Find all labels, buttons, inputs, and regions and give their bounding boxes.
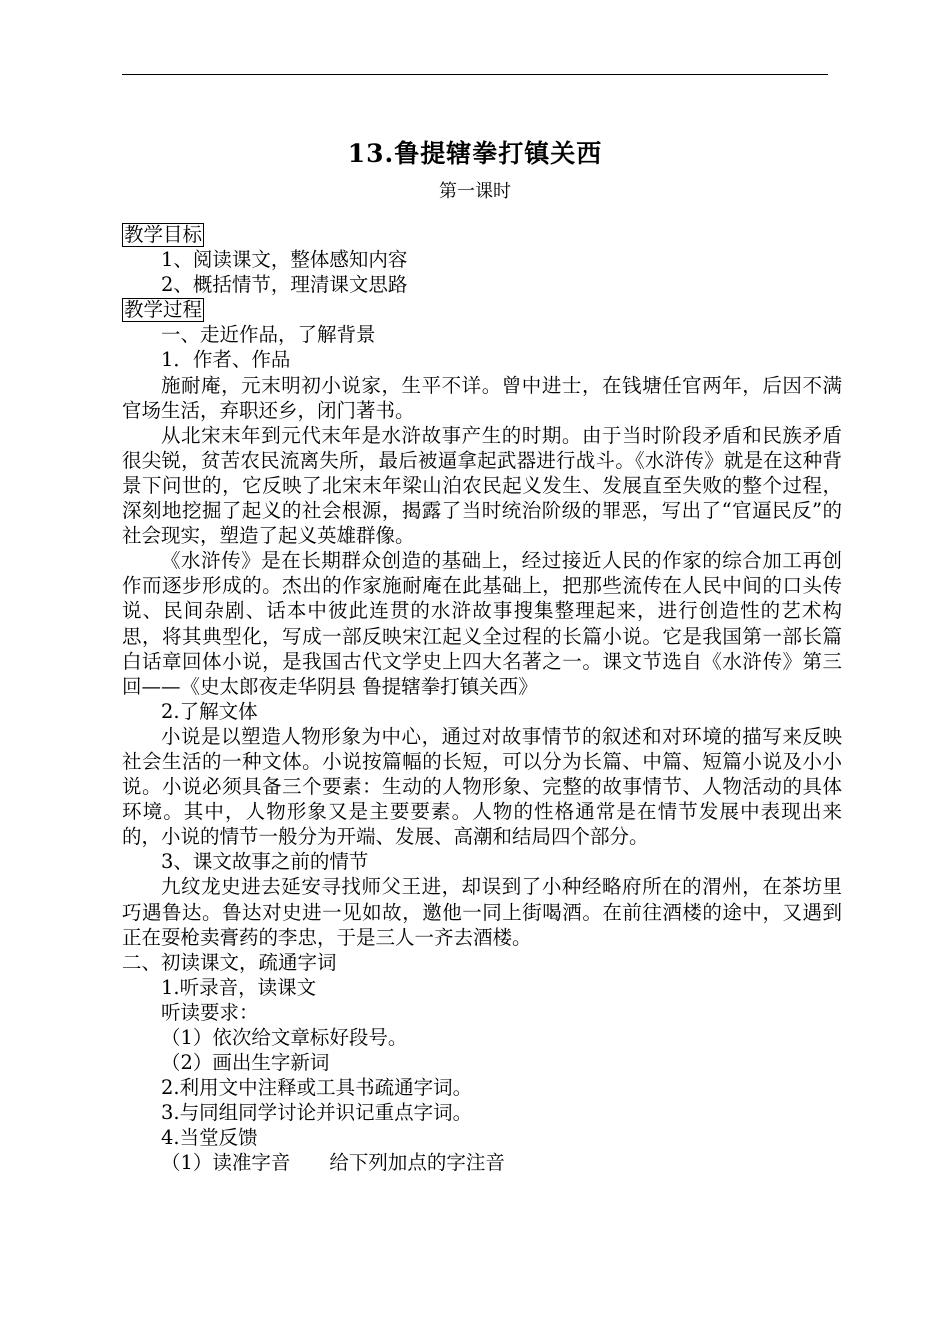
process-label: 教学过程 bbox=[124, 298, 203, 322]
section-heading: 二、初读课文，疏通字词 bbox=[122, 950, 337, 974]
objectives-label: 教学目标 bbox=[124, 223, 203, 246]
step-subitem: （1）依次给文章标好段号。 bbox=[161, 1026, 408, 1049]
page-subtitle: 第一课时 bbox=[439, 181, 511, 202]
header-rule bbox=[122, 74, 828, 75]
section-heading: 一、走近作品，了解背景 bbox=[161, 323, 376, 347]
step-item: 2.利用文中注释或工具书疏通字词。 bbox=[161, 1076, 473, 1100]
objective-item: 2、概括情节，理清课文思路 bbox=[161, 273, 408, 297]
step-item: 3.与同组同学讨论并识记重点字词。 bbox=[161, 1101, 473, 1125]
step-subitem: （1）读准字音 给下列加点的字注音 bbox=[161, 1151, 505, 1175]
document-body bbox=[122, 222, 842, 1176]
paragraph: 九纹龙史进去延安寻找师父王进，却误到了小种经略府所在的渭州，在茶坊里巧遇鲁达。鲁达对史进一见如故，邀他一同上街喝酒。在前往酒楼的途中，又遇到正在耍枪卖膏药的李忠，于是三人一齐去酒楼。 bbox=[122, 875, 842, 949]
step-item: 1.听录音，读课文 bbox=[161, 975, 317, 999]
step-item: 4.当堂反馈 bbox=[161, 1126, 258, 1150]
step-item: 听读要求： bbox=[161, 1000, 259, 1024]
step-subitem: （2）画出生字新词 bbox=[161, 1051, 330, 1075]
paragraph: 施耐庵，元末明初小说家，生平不详。曾中进士，在钱塘任官两年，后因不满官场生活，弃职还乡，闭门著书。 bbox=[122, 373, 842, 422]
paragraph: 从北宋末年到元代末年是水浒故事产生的时期。由于当时阶段矛盾和民族矛盾很尖锐，贫苦农民流离失所，最后被逼拿起武器进行战斗。《水浒传》就是在这种背景下问世的，它反映了北宋末年梁山泊农民起义发生、发展直至失败的整个过程，深刻地挖掘了起义的社会根源，揭露了当时统治阶级的罪恶，写出了“官逼民反”的社会现实，塑造了起义英雄群像。 bbox=[122, 423, 842, 548]
objective-item: 1、阅读课文，整体感知内容 bbox=[161, 248, 408, 272]
subsection-heading: 2.了解文体 bbox=[161, 699, 258, 723]
subsection-heading: 1．作者、作品 bbox=[161, 348, 291, 372]
paragraph: 小说是以塑造人物形象为中心，通过对故事情节的叙述和对环境的描写来反映社会生活的一种文体。小说按篇幅的长短，可以分为长篇、中篇、短篇小说及小小说。小说必须具备三个要素：生动的人物形象、完整的故事情节、人物活动的具体环境。其中，人物形象又是主要要素。人物的性格通常是在情节发展中表现出来的，小说的情节一般分为开端、发展、高潮和结局四个部分。 bbox=[122, 724, 842, 849]
page-title: 13.鲁提辖拳打镇关西 bbox=[347, 139, 603, 168]
paragraph: 《水浒传》是在长期群众创造的基础上，经过接近人民的作家的综合加工再创作而逐步形成的。杰出的作家施耐庵在此基础上，把那些流传在人民中间的口头传说、民间杂剧、话本中彼此连贯的水浒故事搜集整理起来，进行创造性的艺术构思，将其典型化，写成一部反映宋江起义全过程的长篇小说。它是我国第一部长篇白话章回体小说，是我国古代文学史上四大名著之一。课文节选自《水浒传》第三回——《史太郎夜走华阴县 鲁提辖拳打镇关西》 bbox=[122, 549, 842, 698]
subsection-heading: 3、课文故事之前的情节 bbox=[161, 850, 369, 874]
